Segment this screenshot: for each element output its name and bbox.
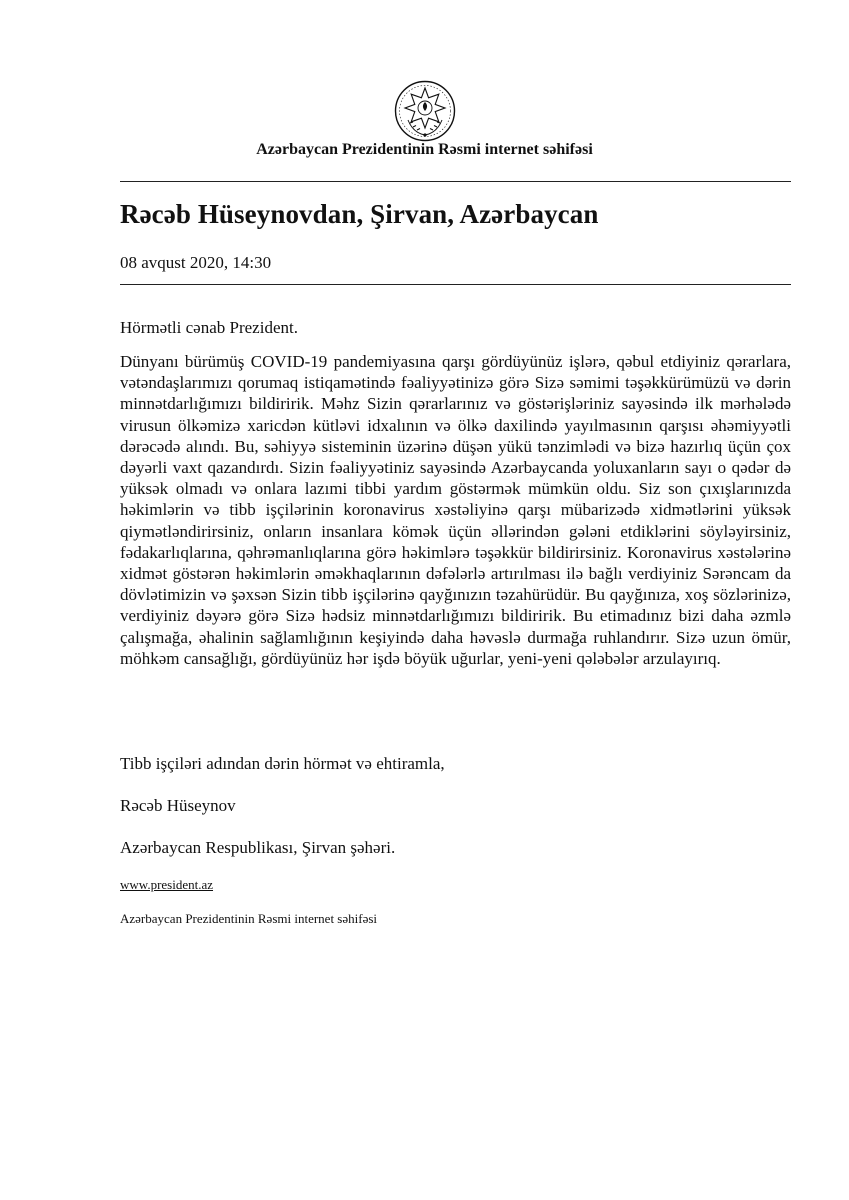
- page-title: Rəcəb Hüseynovdan, Şirvan, Azərbaycan: [120, 199, 599, 229]
- letter-body-paragraph: Dünyanı bürümüş COVID-19 pandemiyasına qarşı gördüyünüz işlərə, qəbul etdiyiniz qərarlara, vətəndaşlarımızı qorumaq istiqamətində fəaliyyətinizə görə Sizə səmimi təşəkkürümüzü və dərin minnətdarlığımızı bildiririk. Məhz Sizin qərarlarınız və göstərişləriniz sayəsində ilk mərhələdə virusun ölkəmizə xaricdən kütləvi idxalının və ölkə daxilində yayılmasının qarşısı əhəmiyyətli dərəcədə alındı. Bu, səhiyyə sisteminin üzərinə düşən yükü tənzimlədi və bizə hazırlıq üçün çox dəyərli vaxt qazandırdı. Sizin fəaliyyətiniz sayəsində Azərbaycanda yoluxanların sayı o qədər də yüksək olmadı və onlara lazımi tibbi yardım göstərmək mümkün oldu. Siz son çıxışlarınızda həkimlərin və tibb işçilərinin koronavirus xəstəliyinə qarşı mübarizədə xidmətlərini yüksək qiymətləndirirsiniz, onların insanlara kömək üçün əllərindən gələni etdiklərini söyləyirsiniz, fədakarlıqlarına, qəhrəmanlıqlarına görə həkimlərə təşəkkür bildirirsiniz. Koronavirus xəstələrinə xidmət göstərən həkimlərin əməkhaqlarının dəfələrlə artırılması ilə bağlı verdiyiniz Sərəncam da dövlətimizin və şəxsən Sizin tibb işçilərinə qayğınızın təzahürüdür. Bu qayğınıza, xoş sözlərinizə, verdiyiniz dəyərə görə Sizə hədsiz minnətdarlığımızı bildiririk. Bu etimadınız bizi daha əzmlə çalışmağa, əhalinin sağlamlığının keşiyində daha həvəslə durmağa ruhlandırır. Sizə uzun ömür, möhkəm cansağlığı, gördüyünüz hər işdə böyük uğurlar, yeni-yeni qələbələr arzulayırıq.: [120, 352, 791, 668]
- header-divider: [120, 181, 791, 182]
- letter-location: Azərbaycan Respublikası, Şirvan şəhəri.: [120, 838, 396, 857]
- footer-caption: Azərbaycan Prezidentinin Rəsmi internet səhifəsi: [120, 911, 378, 926]
- site-header-title: Azərbaycan Prezidentinin Rəsmi internet səhifəsi: [256, 141, 593, 158]
- footer-site-link[interactable]: www.president.az: [120, 877, 214, 892]
- title-divider: [120, 284, 791, 285]
- publication-date: 08 avqust 2020, 14:30: [120, 253, 272, 272]
- azerbaijan-coat-of-arms-icon: [394, 80, 456, 142]
- letter-closing: Tibb işçiləri adından dərin hörmət və ehtiramla,: [120, 754, 445, 773]
- letter-salutation: Hörmətli cənab Prezident.: [120, 318, 298, 337]
- letter-signature: Rəcəb Hüseynov: [120, 796, 236, 815]
